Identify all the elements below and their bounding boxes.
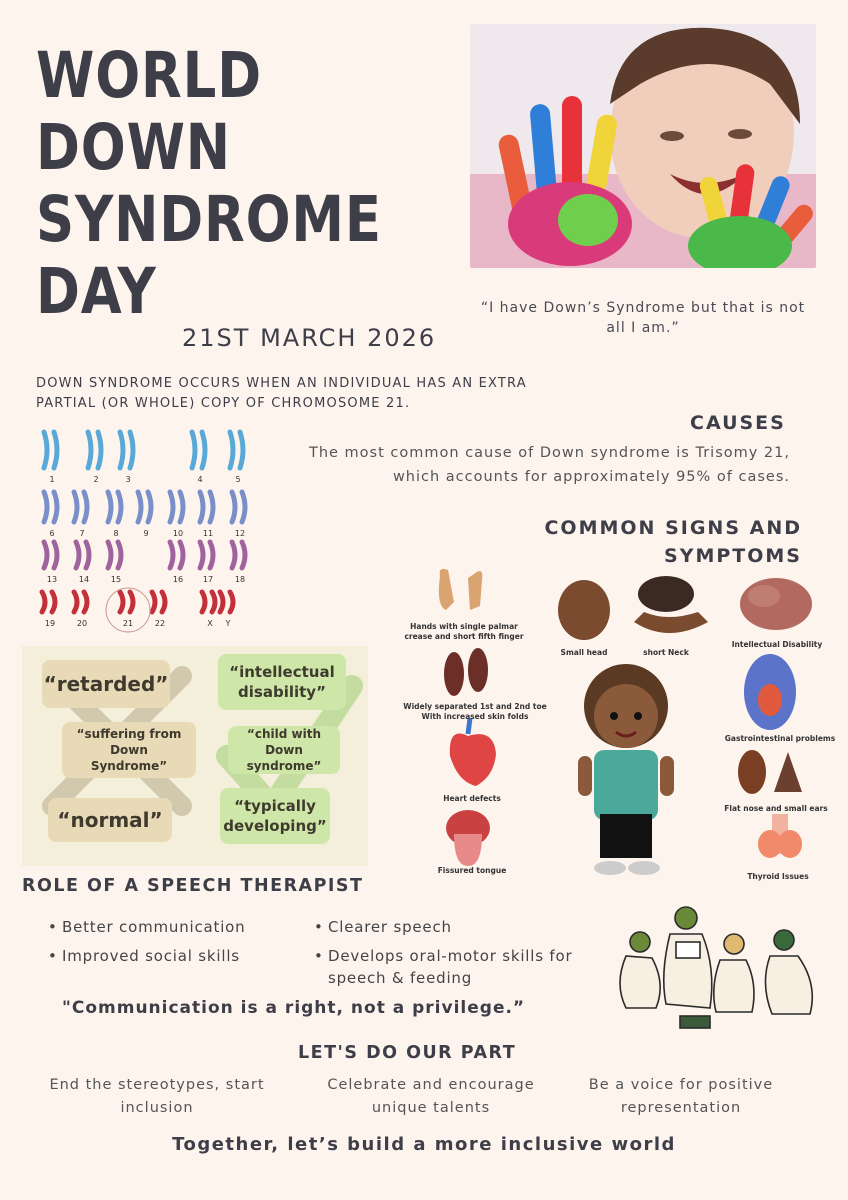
causes-text: The most common cause of Down syndrome is Trisomy 21, which accounts for approximately 95% of cases. [308,445,790,485]
chromosome-label: 20 [76,619,88,628]
tongue-icon [446,810,490,866]
chromosome-label: Y [225,619,231,628]
sign-label: Heart defects [443,794,501,803]
page-title [36,40,382,328]
chromosome-pair [44,492,57,522]
event-date: 21ST MARCH 2026 [182,324,437,352]
chromosome-label: 22 [154,619,166,628]
chromosome-pair [220,592,233,612]
chromosome-pair [108,542,121,568]
title-line: WORLD [36,39,262,112]
chromosome-pair [74,492,87,522]
chromosome-pair [170,492,183,522]
thyroid-icon [758,814,802,858]
sign-label: Widely separated 1st and 2nd toe With increased skin folds [403,702,547,721]
chromosome-pair [76,542,89,568]
sign-label: Gastrointestinal problems [724,734,836,743]
chromosome-label: 10 [172,529,184,538]
karyotype-image [30,428,268,640]
chromosome-label: 11 [202,529,214,538]
role-bullet: • Better communication [62,916,245,938]
chromosome-pair [200,542,213,568]
role-bullet: • Clearer speech [328,916,452,938]
chromosome-pair [120,432,133,468]
small-head-icon [558,580,610,640]
part-item: Be a voice for positive representation [588,1077,774,1116]
chromosome-label: 17 [202,575,214,584]
sign-label: Intellectual Disability [731,640,823,649]
chromosome-label: 5 [235,475,241,484]
part-heading: LET'S DO OUR PART [298,1043,517,1063]
footer-slogan: Together, let’s build a more inclusive world [172,1134,676,1155]
chromosome-pair [152,592,165,612]
chromosome-label: 14 [78,575,90,584]
word-choice-panel [22,646,368,866]
chromosome-pair [230,432,243,468]
chromosome-pair [138,492,151,522]
ear-nose-icon [738,750,802,794]
chromosome-label: 21 [122,619,134,628]
hands-icon [439,569,482,610]
chromosome-pair [202,592,215,612]
avoid-word-suffering: “suffering from Down Syndrome” [62,722,196,778]
role-heading: ROLE OF A SPEECH THERAPIST [22,876,364,896]
chromosome-pair [120,592,133,612]
chromosome-pair [108,492,121,522]
heart-icon [450,718,496,786]
chromosome-label: 1 [49,475,55,484]
chromosome-label: 7 [79,529,85,538]
chromosome-label: 2 [93,475,99,484]
gastrointestinal-icon [744,654,796,730]
chromosome-label: 6 [49,529,55,538]
use-word-typically-developing: “typically developing” [220,788,330,844]
title-line: DAY [36,255,157,328]
chromosome-label: 15 [110,575,122,584]
use-word-child-with: “child with Down syndrome” [228,726,340,774]
part-item: Celebrate and encourage unique talents [327,1077,535,1116]
avoid-word-retarded: “retarded” [42,660,170,708]
chromosome-label: 13 [46,575,58,584]
chromosome-label: 3 [125,475,131,484]
chromosome-label: 12 [234,529,246,538]
chromosome-pair [88,432,101,468]
communication-quote: "Communication is a right, not a privilege.” [62,998,526,1018]
intro-text: DOWN SYNDROME OCCURS WHEN AN INDIVIDUAL HAS AN EXTRA PARTIAL (OR WHOLE) COPY OF CHROMOSOME 21. [36,376,527,411]
sign-label: Thyroid Issues [747,872,809,881]
avoid-word-normal: “normal” [48,798,172,842]
chromosome-label: 19 [44,619,56,628]
chromosome-pair [44,542,57,568]
chromosome-pair [200,492,213,522]
use-word-intellectual-disability: “intellectual disability” [218,654,346,710]
chromosome-pair [232,542,245,568]
chromosome-pair [44,432,57,468]
signs-heading: COMMON SIGNS AND SYMPTOMS [544,517,802,567]
sign-label: Fissured tongue [437,866,507,875]
sign-label: Flat nose and small ears [724,804,828,813]
brain-icon [740,578,812,630]
child-photo [470,24,816,268]
short-neck-icon [634,576,708,633]
chromosome-pair [170,542,183,568]
chromosome-label: X [207,619,213,628]
chromosome-pair [42,592,55,612]
feet-icon [444,648,488,696]
chromosome-pair [74,592,87,612]
chromosome-label: 16 [172,575,184,584]
causes-heading: CAUSES [690,412,786,434]
child-figure [578,664,674,875]
chromosome-label: 4 [197,475,203,484]
title-line: SYNDROME [36,183,382,256]
sign-label: Small head [560,648,608,657]
role-bullet: • Improved social skills [62,945,242,967]
part-item: End the stereotypes, start inclusion [49,1077,265,1116]
chromosome-label: 9 [143,529,149,538]
sign-label: Hands with single palmar crease and short fifth finger [404,622,524,641]
photo-quote: “I have Down’s Syndrome but that is not all I am.” [480,300,806,336]
chromosome-label: 8 [113,529,119,538]
symptoms-illustration [398,566,838,886]
chromosome-pair [192,432,205,468]
chromosome-label: 18 [234,575,246,584]
sign-label: short Neck [643,648,689,657]
children-reading-illustration [606,904,820,1040]
title-line: DOWN [36,111,231,184]
role-bullet: • Develops oral-motor skills for speech & feeding [328,945,608,989]
chromosome-pair [232,492,245,522]
